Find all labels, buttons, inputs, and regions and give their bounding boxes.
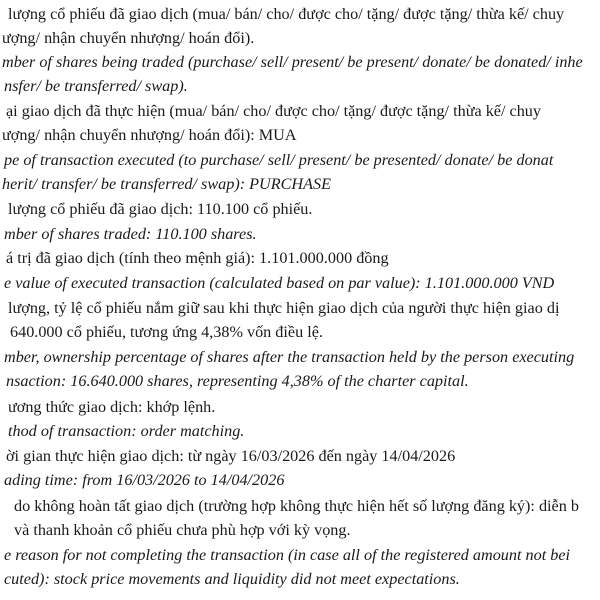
text-line-english: e reason for not completing the transaction (in case all of the registered amount not bei [4, 546, 571, 564]
text-line-english: nsfer/ be transferred/ swap). [4, 77, 188, 95]
text-line-english: thod of transaction: order matching. [8, 422, 245, 440]
text-line: do không hoàn tất giao dịch (trường hợp không thực hiện hết số lượng đăng ký): diễn b [14, 497, 579, 515]
text-line: lượng, tỷ lệ cổ phiếu nắm giữ sau khi thực hiện giao dịch của người thực hiện giao dị [8, 299, 560, 317]
text-line: ời gian thực hiện giao dịch: từ ngày 16/03/2026 đến ngày 14/04/2026 [6, 447, 456, 465]
text-line-english: mber of shares being traded (purchase/ sell/ present/ be present/ donate/ be donated/ inhe [2, 53, 583, 71]
text-line-english: mber of shares traded: 110.100 shares. [4, 225, 257, 243]
text-line: và thanh khoản cổ phiếu chưa phù hợp với kỳ vọng. [14, 521, 351, 539]
text-line-english: cuted): stock price movements and liquidity did not meet expectations. [4, 570, 460, 588]
text-line-english: mber, ownership percentage of shares after the transaction held by the person executing [4, 348, 575, 366]
text-line-english: nsaction: 16.640.000 shares, representing 4,38% of the charter capital. [6, 372, 469, 390]
text-line-english: e value of executed transaction (calculated based on par value): 1.101.000.000 VND [4, 274, 555, 292]
text-line: 640.000 cổ phiếu, tương ứng 4,38% vốn điều lệ. [10, 323, 323, 341]
text-line: ương thức giao dịch: khớp lệnh. [8, 398, 216, 416]
text-line: ượng/ nhận chuyển nhượng/ hoán đổi): MUA [2, 126, 297, 144]
text-line: lượng cổ phiếu đã giao dịch (mua/ bán/ cho/ được cho/ tặng/ được tặng/ thừa kế/ chuy [8, 5, 565, 23]
text-line-english: herit/ transfer/ be transferred/ swap): PURCHASE [2, 175, 331, 193]
text-line: ượng/ nhận chuyển nhượng/ hoán đổi). [2, 29, 255, 47]
text-line-english: pe of transaction executed (to purchase/ sell/ present/ be presented/ donate/ be donat [4, 151, 554, 169]
text-line: ại giao dịch đã thực hiện (mua/ bán/ cho/ được cho/ tặng/ được tặng/ thừa kế/ chuy [6, 102, 541, 120]
text-line: lượng cổ phiếu đã giao dịch: 110.100 cổ phiếu. [8, 200, 313, 218]
text-line: á trị đã giao dịch (tính theo mệnh giá): 1.101.000.000 đồng [6, 249, 389, 267]
text-line-english: ading time: from 16/03/2026 to 14/04/2026 [4, 471, 285, 489]
